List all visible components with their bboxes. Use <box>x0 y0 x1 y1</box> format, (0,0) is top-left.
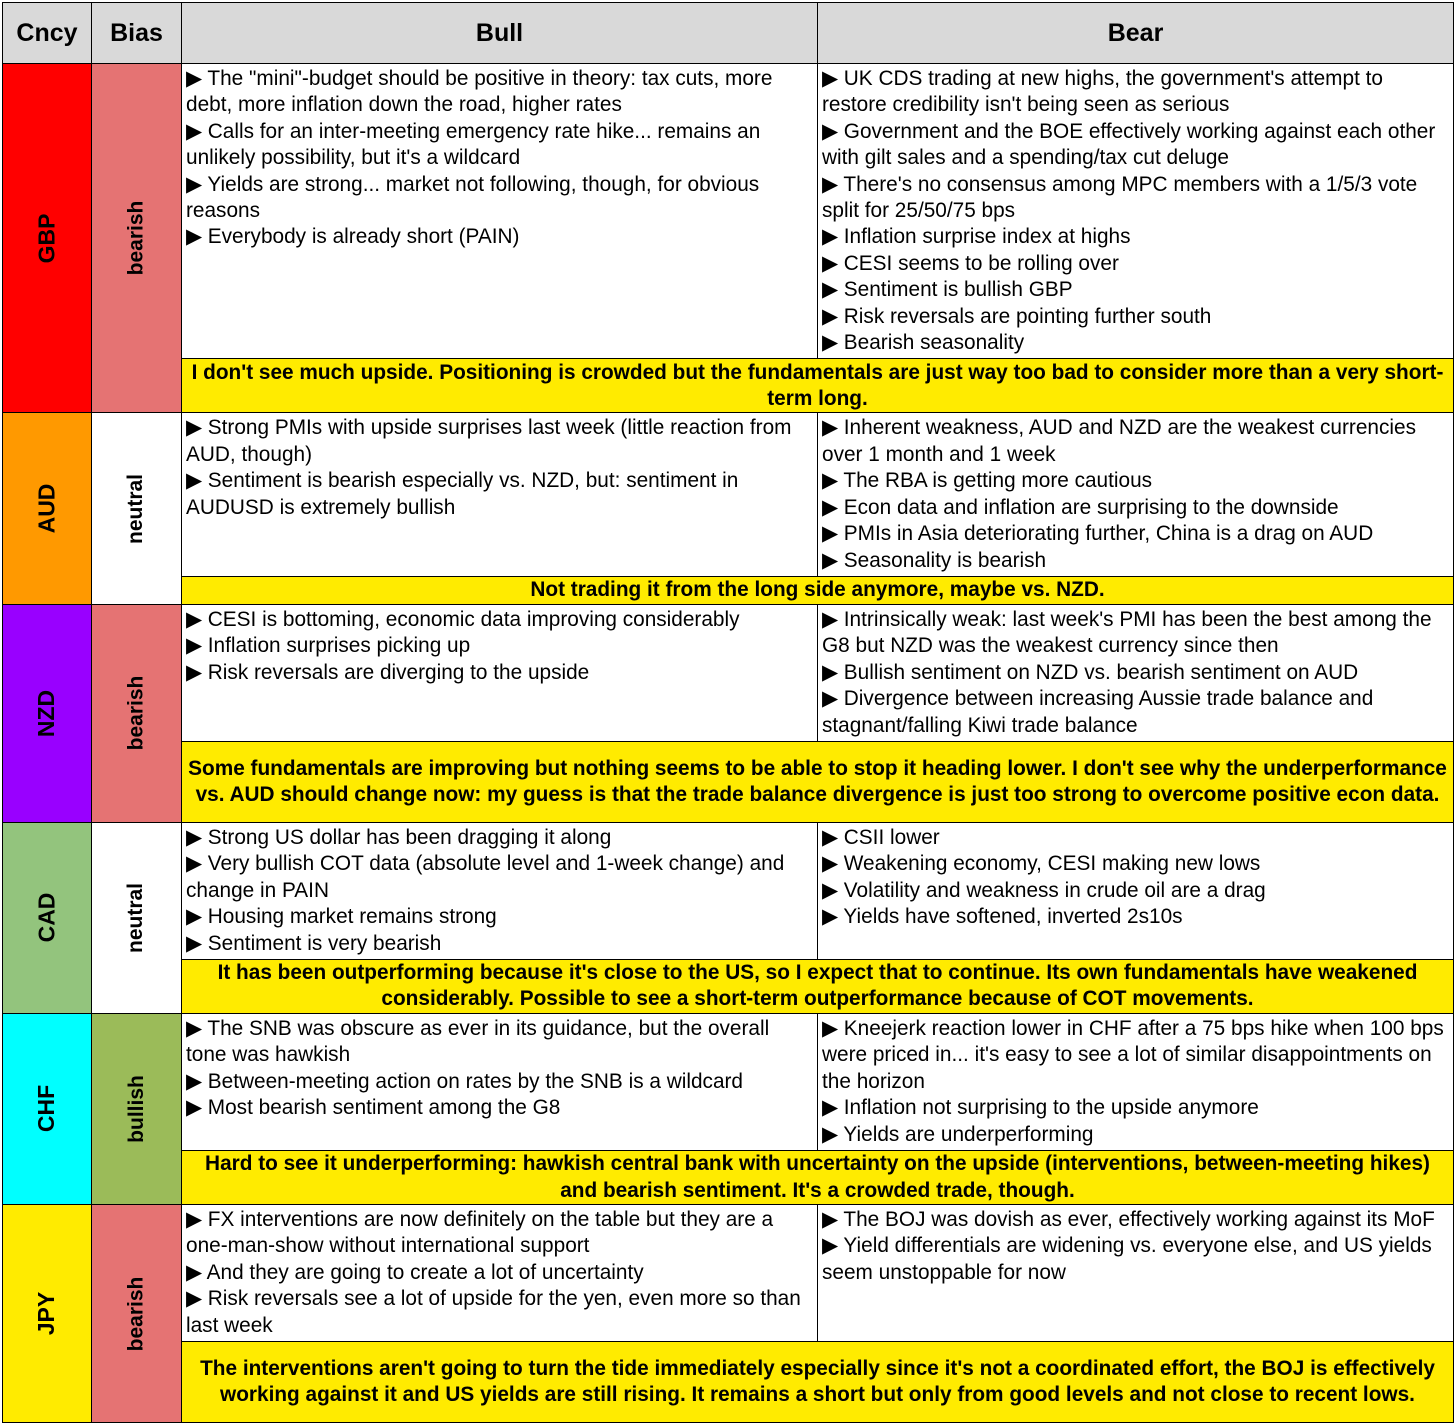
bear-point <box>822 330 1450 356</box>
bear-points-gbp <box>818 64 1454 359</box>
bear-point-text: Inflation surprise index at highs <box>843 225 1131 249</box>
bias-label: bearish <box>124 676 148 751</box>
summary-gbp: I don't see much upside. Positioning is crowded but the fundamentals are just way too bad to consider more than a very short-term long. <box>182 359 1454 413</box>
bullet-icon: ▶ <box>186 825 202 849</box>
currency-label: CHF <box>33 1085 60 1133</box>
table-row <box>3 1013 1454 1150</box>
bear-point <box>822 1233 1450 1286</box>
bear-points-chf <box>818 1013 1454 1150</box>
header-currency: Cncy <box>3 3 92 64</box>
bias-cell-gbp <box>92 64 182 413</box>
bear-point <box>822 904 1450 930</box>
summary-row <box>3 741 1454 822</box>
bullet-icon: ▶ <box>186 634 202 658</box>
bear-point-text: Volatility and weakness in crude oil are a drag <box>843 878 1266 902</box>
bullet-icon: ▶ <box>822 1234 838 1258</box>
bear-point <box>822 521 1450 547</box>
bullet-icon: ▶ <box>186 119 202 143</box>
bias-cell-aud <box>92 413 182 604</box>
header-bear: Bear <box>818 3 1454 64</box>
bear-point <box>822 224 1450 250</box>
bullet-icon: ▶ <box>822 607 838 631</box>
bullet-icon: ▶ <box>822 852 838 876</box>
bullet-icon: ▶ <box>186 1016 202 1040</box>
table-row <box>3 604 1454 741</box>
bull-point-text: Risk reversals are diverging to the upside <box>207 660 590 684</box>
summary-cad: It has been outperforming because it's close to the US, so I expect that to continue. Its own fundamentals have weakened considerably. Possible to see a short-term outperformance because of COT movements. <box>182 959 1454 1013</box>
bull-point-text: Risk reversals see a lot of upside for the yen, even more so than last week <box>186 1287 801 1337</box>
bull-point <box>186 468 814 521</box>
bias-cell-cad <box>92 822 182 1013</box>
summary-aud: Not trading it from the long side anymore, maybe vs. NZD. <box>182 576 1454 604</box>
bullet-icon: ▶ <box>186 852 202 876</box>
bull-point-text: Strong US dollar has been dragging it along <box>207 825 612 849</box>
bear-point-text: Yields are underperforming <box>843 1122 1094 1146</box>
bullet-icon: ▶ <box>186 1208 202 1231</box>
bull-point <box>186 1016 814 1069</box>
bullet-icon: ▶ <box>822 687 838 711</box>
bear-points-jpy <box>818 1205 1454 1342</box>
summary-jpy: The interventions aren't going to turn the tide immediately especially since it's not a coordinated effort, the BOJ is effectively working against it and US yields are still rising. It remains a short but only from good levels and not close to recent lows. <box>182 1342 1454 1423</box>
currency-cell-aud <box>3 413 92 604</box>
bear-point <box>822 251 1450 277</box>
table-row <box>3 413 1454 576</box>
bear-point <box>822 851 1450 877</box>
bull-point <box>186 1095 814 1121</box>
currency-cell-nzd <box>3 604 92 822</box>
header-bull: Bull <box>182 3 818 64</box>
bear-points-aud <box>818 413 1454 576</box>
bear-point-text: There's no consensus among MPC members with a 1/5/3 vote split for 25/50/75 bps <box>822 172 1418 223</box>
bull-point <box>186 1207 814 1260</box>
bull-point-text: Housing market remains strong <box>207 905 497 929</box>
bear-point <box>822 607 1450 660</box>
bullet-icon: ▶ <box>186 416 202 440</box>
bull-point-text: FX interventions are now definitely on the table but they are a one-man-show without international support <box>186 1208 774 1258</box>
bullet-icon: ▶ <box>186 607 202 631</box>
bullet-icon: ▶ <box>822 825 838 849</box>
bear-points-cad <box>818 822 1454 959</box>
bear-point <box>822 1016 1450 1095</box>
bear-point <box>822 468 1450 494</box>
bear-point-text: Sentiment is bullish GBP <box>843 278 1073 302</box>
bull-points-jpy <box>182 1205 818 1342</box>
bear-point <box>822 548 1450 574</box>
bull-point-text: Inflation surprises picking up <box>207 634 471 658</box>
bullet-icon: ▶ <box>822 905 838 929</box>
bullet-icon: ▶ <box>822 495 838 519</box>
bull-points-cad <box>182 822 818 959</box>
bullet-icon: ▶ <box>822 416 838 440</box>
bullet-icon: ▶ <box>186 1096 202 1120</box>
bull-point <box>186 825 814 851</box>
bullet-icon: ▶ <box>186 905 202 929</box>
bull-point <box>186 119 814 172</box>
bullet-icon: ▶ <box>822 278 838 302</box>
summary-nzd: Some fundamentals are improving but nothing seems to be able to stop it heading lower. I don't see why the underperformance vs. AUD should change now: my guess is that the trade balance divergence is just too strong to overcome positive econ data. <box>182 741 1454 822</box>
bear-point-text: PMIs in Asia deteriorating further, China is a drag on AUD <box>843 522 1374 546</box>
summary-row <box>3 959 1454 1013</box>
bull-point <box>186 1286 814 1339</box>
summary-row <box>3 576 1454 604</box>
table-body <box>3 64 1454 1423</box>
bull-point-text: Everybody is already short (PAIN) <box>207 225 520 249</box>
bias-label: bullish <box>124 1075 148 1143</box>
currency-label: NZD <box>33 689 60 738</box>
bull-point-text: Strong PMIs with upside surprises last week (little reaction from AUD, though) <box>186 416 792 466</box>
bullet-icon: ▶ <box>186 172 202 196</box>
bullet-icon: ▶ <box>822 878 838 902</box>
currency-cell-gbp <box>3 64 92 413</box>
bullet-icon: ▶ <box>822 548 838 572</box>
bear-point <box>822 119 1450 172</box>
bull-point-text: The "mini"-budget should be positive in theory: tax cuts, more debt, more inflation down the road, higher rates <box>186 67 773 117</box>
bullet-icon: ▶ <box>186 931 202 955</box>
bear-point <box>822 66 1450 119</box>
bullet-icon: ▶ <box>186 1287 202 1311</box>
bear-point <box>822 1207 1450 1233</box>
bear-point-text: Yields have softened, inverted 2s10s <box>843 905 1183 929</box>
currency-label: AUD <box>33 483 60 534</box>
summary-row <box>3 359 1454 413</box>
bullet-icon: ▶ <box>822 119 838 143</box>
bullet-icon: ▶ <box>822 331 838 355</box>
bull-point <box>186 415 814 468</box>
bull-point-text: Most bearish sentiment among the G8 <box>207 1096 561 1120</box>
bear-point-text: Intrinsically weak: last week's PMI has been the best among the G8 but NZD was the weakest currency since then <box>822 607 1432 658</box>
bear-point <box>822 1122 1450 1148</box>
bias-label: bearish <box>124 1276 148 1351</box>
bull-point <box>186 66 814 119</box>
bullet-icon: ▶ <box>186 67 202 90</box>
bull-point <box>186 172 814 225</box>
bear-point <box>822 415 1450 468</box>
bias-cell-jpy <box>92 1205 182 1423</box>
bullet-icon: ▶ <box>822 304 838 328</box>
header-bias: Bias <box>92 3 182 64</box>
bull-points-aud <box>182 413 818 576</box>
bull-point-text: Between-meeting action on rates by the SNB is a wildcard <box>207 1069 743 1093</box>
bull-point-text: Yields are strong... market not following, though, for obvious reasons <box>186 172 760 223</box>
bear-point-text: CESI seems to be rolling over <box>843 251 1119 275</box>
bullet-icon: ▶ <box>822 660 838 684</box>
bear-point-text: Inherent weakness, AUD and NZD are the weakest currencies over 1 month and 1 week <box>822 416 1416 466</box>
bear-point-text: Divergence between increasing Aussie trade balance and stagnant/falling Kiwi trade balance <box>822 687 1374 737</box>
bear-point <box>822 172 1450 225</box>
bear-point <box>822 304 1450 330</box>
bull-point <box>186 931 814 957</box>
bear-point-text: Yield differentials are widening vs. everyone else, and US yields seem unstoppable for now <box>822 1234 1432 1284</box>
bias-cell-chf <box>92 1013 182 1204</box>
bull-point <box>186 1260 814 1286</box>
bear-point-text: UK CDS trading at new highs, the government's attempt to restore credibility isn't being seen as serious <box>822 67 1383 117</box>
table-row <box>3 64 1454 359</box>
bullet-icon: ▶ <box>186 1260 202 1284</box>
summary-row <box>3 1342 1454 1423</box>
summary-row <box>3 1151 1454 1205</box>
bullet-icon: ▶ <box>822 1208 838 1231</box>
bullet-icon: ▶ <box>822 1122 838 1146</box>
bull-point-text: The SNB was obscure as ever in its guidance, but the overall tone was hawkish <box>186 1016 770 1067</box>
bull-point-text: CESI is bottoming, economic data improving considerably <box>207 607 740 631</box>
bear-point-text: The RBA is getting more cautious <box>843 469 1153 493</box>
bull-points-chf <box>182 1013 818 1150</box>
bias-label: bearish <box>124 200 148 276</box>
bull-point-text: Calls for an inter-meeting emergency rate hike... remains an unlikely possibility, but it's a wildcard <box>186 119 761 170</box>
currency-label: CAD <box>33 893 60 943</box>
bear-point-text: CSII lower <box>843 825 940 849</box>
bear-point-text: Inflation not surprising to the upside anymore <box>843 1096 1259 1120</box>
bear-point-text: Risk reversals are pointing further south <box>843 304 1212 328</box>
bear-point-text: Bullish sentiment on NZD vs. bearish sentiment on AUD <box>843 660 1359 684</box>
currency-bias-table <box>2 2 1454 1423</box>
bull-points-nzd <box>182 604 818 741</box>
bear-point <box>822 660 1450 686</box>
bullet-icon: ▶ <box>186 1069 202 1093</box>
bull-point-text: Very bullish COT data (absolute level and 1-week change) and change in PAIN <box>186 852 785 902</box>
bull-point-text: And they are going to create a lot of uncertainty <box>206 1260 644 1284</box>
bear-point-text: Kneejerk reaction lower in CHF after a 75 bps hike when 100 bps were priced in... it's easy to see a lot of similar disappointments on the horizon <box>822 1016 1444 1093</box>
bias-cell-nzd <box>92 604 182 822</box>
currency-label: JPY <box>33 1291 60 1336</box>
bullet-icon: ▶ <box>822 1016 838 1040</box>
bear-point <box>822 495 1450 521</box>
bear-point <box>822 1095 1450 1121</box>
bull-point-text: Sentiment is very bearish <box>207 931 442 955</box>
bull-point <box>186 1069 814 1095</box>
bull-points-gbp <box>182 64 818 359</box>
bear-point <box>822 277 1450 303</box>
bull-point <box>186 851 814 904</box>
bear-point-text: Econ data and inflation are surprising to the downside <box>843 495 1339 519</box>
bullet-icon: ▶ <box>186 660 202 684</box>
bullet-icon: ▶ <box>822 172 838 196</box>
bias-label: neutral <box>124 473 148 544</box>
bull-point-text: Sentiment is bearish especially vs. NZD, but: sentiment in AUDUSD is extremely bullish <box>186 469 739 519</box>
summary-chf: Hard to see it underperforming: hawkish central bank with uncertainty on the upside (interventions, between-meeting hikes) and bearish sentiment. It's a crowded trade, though. <box>182 1151 1454 1205</box>
bear-point-text: The BOJ was dovish as ever, effectively working against its MoF <box>843 1208 1435 1231</box>
bull-point <box>186 607 814 633</box>
bull-point <box>186 904 814 930</box>
header-row <box>3 3 1454 64</box>
bull-point <box>186 224 814 250</box>
bullet-icon: ▶ <box>186 225 202 249</box>
bear-point <box>822 686 1450 739</box>
bullet-icon: ▶ <box>822 522 838 546</box>
bullet-icon: ▶ <box>822 225 838 249</box>
bear-point-text: Weakening economy, CESI making new lows <box>843 852 1261 876</box>
bear-point <box>822 878 1450 904</box>
bullet-icon: ▶ <box>822 1096 838 1120</box>
bullet-icon: ▶ <box>822 67 838 90</box>
currency-cell-chf <box>3 1013 92 1204</box>
bear-point-text: Seasonality is bearish <box>843 548 1047 572</box>
bullet-icon: ▶ <box>822 251 838 275</box>
bear-point-text: Bearish seasonality <box>843 331 1025 355</box>
bullet-icon: ▶ <box>186 469 202 493</box>
bullet-icon: ▶ <box>822 469 838 493</box>
bull-point <box>186 660 814 686</box>
currency-label: GBP <box>33 213 60 264</box>
currency-cell-jpy <box>3 1205 92 1423</box>
bear-point-text: Government and the BOE effectively working against each other with gilt sales and a spending/tax cut deluge <box>822 119 1436 170</box>
table-row <box>3 822 1454 959</box>
table-row <box>3 1205 1454 1342</box>
currency-cell-cad <box>3 822 92 1013</box>
bull-point <box>186 633 814 659</box>
bias-label: neutral <box>124 882 148 953</box>
bear-points-nzd <box>818 604 1454 741</box>
bear-point <box>822 825 1450 851</box>
